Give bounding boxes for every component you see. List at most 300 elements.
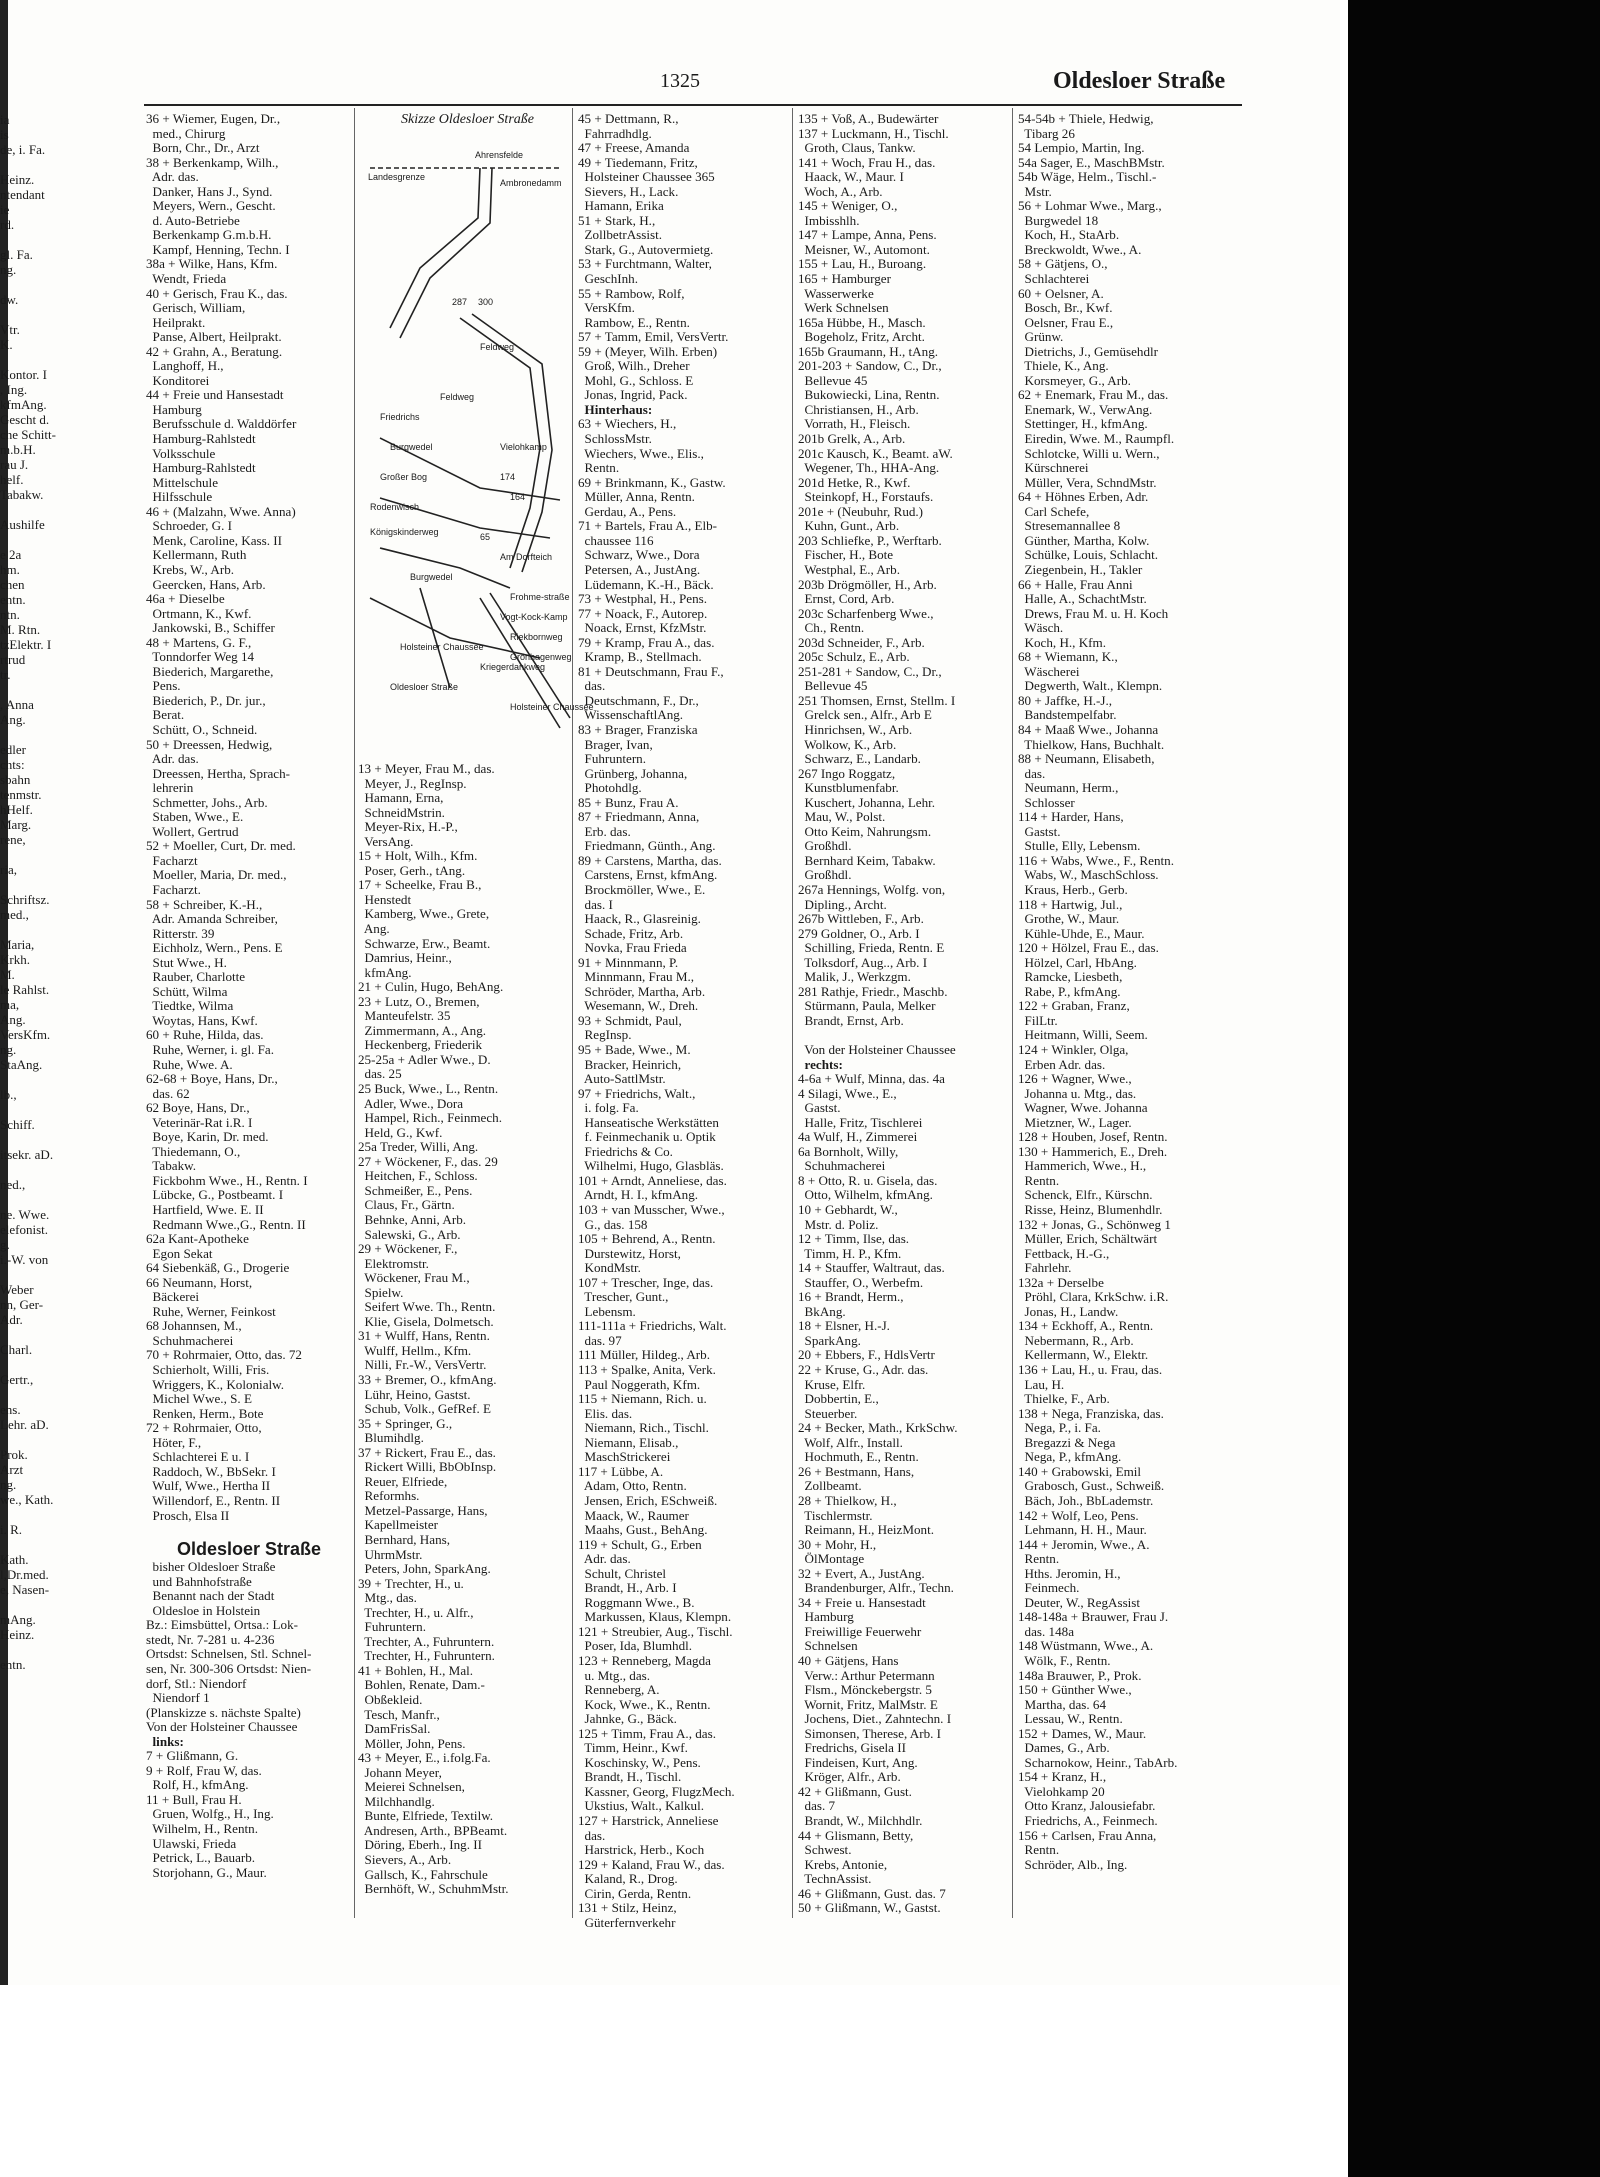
fragment-line: m.b.H. bbox=[0, 442, 36, 457]
directory-entry: RegInsp. bbox=[578, 1027, 632, 1043]
directory-entry: Meierei Schnelsen, bbox=[358, 1779, 465, 1795]
directory-entry: Lau, H. bbox=[1018, 1376, 1065, 1392]
fragment-line: K. bbox=[0, 337, 13, 352]
directory-entry: Wagner, Wwe. Johanna bbox=[1018, 1100, 1148, 1116]
sketch-title: Skizze Oldesloer Straße bbox=[401, 112, 534, 127]
directory-entry: 60 + Ruhe, Hilda, das. bbox=[146, 1027, 264, 1043]
directory-entry: Werk Schnelsen bbox=[798, 300, 889, 316]
directory-entry: lehrerin bbox=[146, 780, 194, 796]
fragment-line: ens. bbox=[0, 1402, 21, 1417]
sketch-street-label: Rodenwisch bbox=[370, 502, 420, 512]
directory-entry: Kuschert, Johanna, Lehr. bbox=[798, 794, 936, 810]
directory-entry: Halle, A., SchachtMstr. bbox=[1018, 591, 1147, 607]
directory-entry: 52 + Moeller, Curt, Dr. med. bbox=[146, 838, 296, 854]
directory-entry: Drews, Frau M. u. H. Koch bbox=[1018, 605, 1169, 621]
column-3 bbox=[578, 111, 790, 1930]
directory-entry: Adler, Wwe., Dora bbox=[358, 1095, 464, 1111]
directory-entry: Johann Meyer, bbox=[358, 1764, 442, 1780]
directory-entry: UhrmMstr. bbox=[358, 1546, 423, 1562]
directory-entry: Kröger, Alfr., Arb. bbox=[798, 1769, 901, 1785]
directory-entry: 25-25a + Adler Wwe., D. bbox=[358, 1051, 491, 1067]
directory-entry: 25a Treder, Willi, Ang. bbox=[358, 1139, 479, 1155]
directory-entry: 50 + Glißmann, W., Gastst. bbox=[798, 1900, 941, 1916]
directory-entry: Menk, Caroline, Kass. II bbox=[146, 532, 283, 548]
directory-entry: Mittelschule bbox=[146, 474, 219, 490]
directory-entry: Friedrichs, A., Feinmech. bbox=[1018, 1812, 1158, 1828]
directory-entry: 29 + Wöckener, F., bbox=[358, 1241, 458, 1257]
directory-entry: 130 + Hammerich, E., Dreh. bbox=[1018, 1143, 1168, 1159]
directory-entry: Trescher, Gunt., bbox=[578, 1289, 669, 1305]
directory-entry: Hampel, Rich., Feinmech. bbox=[358, 1110, 502, 1126]
directory-entry: 154 + Kranz, H., bbox=[1018, 1769, 1107, 1785]
directory-entry: Raddoch, W., BbSekr. I bbox=[146, 1463, 276, 1479]
directory-entry: 44 + Glismann, Betty, bbox=[798, 1827, 914, 1843]
directory-entry: 134 + Eckhoff, A., Rentn. bbox=[1018, 1318, 1154, 1334]
directory-entry: Harstrick, Herb., Koch bbox=[578, 1842, 705, 1858]
directory-entry: Koschinsky, W., Pens. bbox=[578, 1754, 701, 1770]
directory-entry: MaschStrickerei bbox=[578, 1449, 671, 1465]
directory-entry: Thielke, F., Arb. bbox=[1018, 1391, 1110, 1407]
fragment-line bbox=[0, 1537, 92, 1552]
directory-entry: 54b Wäge, Helm., Tischl.- bbox=[1018, 169, 1157, 185]
directory-entry: Gerdau, A., Pens. bbox=[578, 503, 677, 519]
directory-entry: Fettback, H.-G., bbox=[1018, 1245, 1110, 1261]
directory-entry: ZollbetrAssist. bbox=[578, 227, 663, 243]
fragment-line bbox=[0, 922, 92, 937]
directory-entry: Wendt, Frieda bbox=[146, 271, 227, 287]
directory-entry: Steuerber. bbox=[798, 1405, 858, 1421]
directory-entry: Kraus, Herb., Gerb. bbox=[1018, 881, 1128, 897]
directory-entry: Thiedemann, O., bbox=[146, 1143, 241, 1159]
directory-entry: Elektromstr. bbox=[358, 1255, 429, 1271]
directory-entry: Arndt, H. I., kfmAng. bbox=[578, 1187, 699, 1203]
directory-entry: Geercken, Hans, Arb. bbox=[146, 576, 266, 592]
sketch-street-label: Ahrensfelde bbox=[475, 150, 524, 160]
directory-entry: Feinmech. bbox=[1018, 1580, 1080, 1596]
directory-entry: Metzel-Passarge, Hans, bbox=[358, 1502, 488, 1518]
directory-entry: Brager, Ivan, bbox=[578, 736, 653, 752]
directory-entry: Schade, Fritz, Arb. bbox=[578, 925, 684, 941]
directory-entry: Hamburg bbox=[146, 401, 202, 417]
directory-entry: Lüdemann, K.-H., Bäck. bbox=[578, 576, 714, 592]
directory-entry: 120 + Hölzel, Frau E., das. bbox=[1018, 940, 1159, 956]
directory-entry: Bz.: Eimsbüttel, Ortsa.: Lok- bbox=[146, 1617, 299, 1633]
directory-entry: Jahnke, G., Bäck. bbox=[578, 1711, 677, 1727]
directory-entry: 25 Buck, Wwe., L., Rentn. bbox=[358, 1081, 499, 1097]
directory-entry: 71 + Bartels, Frau A., Elb- bbox=[578, 518, 718, 534]
directory-entry: Nega, P., i. Fa. bbox=[1018, 1420, 1101, 1436]
directory-entry: Schult, Christel bbox=[578, 1565, 667, 1581]
directory-entry: Ch., Rentn. bbox=[798, 620, 865, 636]
scanner-background bbox=[1348, 0, 1600, 2177]
fragment-line: tenmstr. bbox=[0, 787, 42, 802]
fragment-line bbox=[0, 1507, 92, 1522]
directory-entry: 129 + Kaland, Frau W., das. bbox=[578, 1856, 725, 1872]
directory-entry: 137 + Luckmann, H., Tischl. bbox=[798, 125, 949, 141]
directory-entry: 150 + Günther Wwe., bbox=[1018, 1682, 1132, 1698]
directory-entry: Stulle, Elly, Lebensm. bbox=[1018, 838, 1141, 854]
directory-entry: dorf, Stl.: Niendorf bbox=[146, 1675, 247, 1691]
directory-entry: Gruen, Wolfg., H., Ing. bbox=[146, 1806, 274, 1822]
directory-entry: Kuhn, Gunt., Arb. bbox=[798, 518, 900, 534]
directory-entry: Dietrichs, J., Gemüsehdlr bbox=[1018, 343, 1159, 359]
directory-entry: Reimann, H., HeizMont. bbox=[798, 1522, 935, 1538]
directory-entry: Jankowski, B., Schiffer bbox=[146, 620, 275, 636]
directory-entry: SchlossMstr. bbox=[578, 431, 652, 447]
directory-entry: Schwarz, Wwe., Dora bbox=[578, 547, 700, 563]
header-rule bbox=[144, 104, 1242, 106]
directory-entry: Erben Adr. das. bbox=[1018, 1056, 1106, 1072]
fragment-line: hm. bbox=[0, 562, 20, 577]
directory-entry: Klie, Gisela, Dolmetsch. bbox=[358, 1313, 494, 1329]
directory-entry: Bellevue 45 bbox=[798, 678, 868, 694]
fragment-line bbox=[0, 727, 92, 742]
directory-entry: Zimmermann, A., Ang. bbox=[358, 1022, 487, 1038]
fragment-line: elefonist. bbox=[0, 1222, 49, 1237]
sketch-street-label: Am Dorfteich bbox=[500, 552, 553, 562]
directory-entry: Lebensm. bbox=[578, 1303, 636, 1319]
fragment-line: ria, bbox=[0, 862, 17, 877]
directory-entry: 15 + Holt, Wilh., Kfm. bbox=[358, 848, 478, 864]
directory-entry: Bosch, Br., Kwf. bbox=[1018, 300, 1113, 316]
directory-entry: Lübcke, G., Postbeamt. I bbox=[146, 1187, 284, 1203]
directory-entry: Kock, Wwe., K., Rentn. bbox=[578, 1696, 711, 1712]
directory-entry: Hölzel, Carl, HbAng. bbox=[1018, 954, 1137, 970]
directory-entry: Grabosch, Gust., Schweiß. bbox=[1018, 1478, 1165, 1494]
directory-entry: Mohl, G., Schloss. E bbox=[578, 372, 694, 388]
directory-entry: 4-6a + Wulf, Minna, das. 4a bbox=[798, 1071, 945, 1087]
directory-entry: Ziegenbein, H., Takler bbox=[1018, 561, 1143, 577]
directory-entry: Photohdlg. bbox=[578, 780, 642, 796]
sketch-street-label: Königskinderweg bbox=[370, 527, 439, 537]
directory-entry: Manteufelstr. 35 bbox=[358, 1008, 451, 1024]
directory-entry: Hamburg-Rahlstedt bbox=[146, 431, 256, 447]
directory-entry: Risse, Heinz, Blumenhdlr. bbox=[1018, 1202, 1163, 1218]
directory-entry: Biederich, Margarethe, bbox=[146, 663, 274, 679]
directory-entry: 165 + Hamburger bbox=[798, 271, 891, 287]
directory-entry: Redmann Wwe.,G., Rentn. II bbox=[146, 1216, 306, 1232]
directory-entry: 24 + Becker, Math., KrkSchw. bbox=[798, 1420, 958, 1436]
column-1 bbox=[146, 112, 352, 1912]
directory-entry: Hinterhaus: bbox=[578, 401, 653, 417]
fragment-line bbox=[0, 1597, 92, 1612]
directory-entry: Meyer, J., RegInsp. bbox=[358, 775, 467, 791]
directory-entry: Berkenkamp G.m.b.H. bbox=[146, 227, 272, 243]
directory-entry: Rambow, E., Rentn. bbox=[578, 314, 690, 330]
directory-entry: Breckwoldt, Wwe., A. bbox=[1018, 241, 1142, 257]
directory-entry: Gastst. bbox=[798, 1100, 841, 1116]
directory-entry: das. 97 bbox=[578, 1332, 622, 1348]
directory-entry: VersAng. bbox=[358, 833, 414, 849]
directory-entry: Burgwedel 18 bbox=[1018, 212, 1099, 228]
directory-entry: ÖlMontage bbox=[798, 1551, 865, 1567]
fragment-line: edler bbox=[0, 742, 26, 757]
directory-entry: Mtg., das. bbox=[358, 1590, 417, 1606]
fragment-line bbox=[0, 1327, 92, 1342]
directory-entry: Stürmann, Paula, Melker bbox=[798, 998, 936, 1014]
directory-entry: Schütt, O., Schneid. bbox=[146, 721, 258, 737]
fragment-line: Gertr., bbox=[0, 1372, 34, 1387]
directory-entry: Timm, H. P., Kfm. bbox=[798, 1245, 902, 1261]
directory-entry: 124 + Winkler, Olga, bbox=[1018, 1042, 1129, 1057]
fragment-line: che Schitt- bbox=[0, 427, 56, 442]
directory-entry: Adr. das. bbox=[146, 169, 199, 185]
fragment-line: StaAng. bbox=[0, 1057, 43, 1072]
directory-entry: Kellermann, W., Elektr. bbox=[1018, 1347, 1149, 1363]
directory-entry: Bernhard Keim, Tabakw. bbox=[798, 852, 936, 868]
fragment-line: ntn. bbox=[0, 607, 20, 622]
directory-entry: Mstr. bbox=[1018, 183, 1052, 199]
sketch-street-label: Feldweg bbox=[480, 342, 515, 352]
directory-entry: Adam, Otto, Rentn. bbox=[578, 1478, 687, 1494]
directory-entry: Dipling., Archt. bbox=[798, 896, 887, 912]
fragment-line bbox=[0, 1072, 92, 1087]
directory-entry: Storjohann, G., Maur. bbox=[146, 1864, 267, 1880]
directory-entry: Wäsch. bbox=[1018, 620, 1064, 636]
directory-entry: Stut Wwe., H. bbox=[146, 954, 227, 970]
directory-entry: Neumann, Herm., bbox=[1018, 780, 1119, 796]
directory-entry: 54 Lempio, Martin, Ing. bbox=[1018, 140, 1145, 156]
directory-entry: 56 + Lohmar Wwe., Marg., bbox=[1018, 198, 1162, 214]
fragment-line bbox=[0, 877, 92, 892]
directory-entry: Woytas, Hans, Kwf. bbox=[146, 1012, 258, 1028]
directory-entry: 50 + Dreessen, Hedwig, bbox=[146, 736, 273, 752]
fragment-line: e 2a bbox=[0, 547, 22, 562]
directory-entry: 46 + Glißmann, Gust. das. 7 bbox=[798, 1885, 946, 1901]
directory-entry: Meisner, W., Automont. bbox=[798, 241, 930, 257]
directory-entry: Konditorei bbox=[146, 372, 210, 388]
fragment-line bbox=[0, 502, 92, 517]
directory-entry: Wesemann, W., Dreh. bbox=[578, 998, 699, 1014]
directory-entry: med., Chirurg bbox=[146, 125, 226, 141]
directory-entry: Renneberg, A. bbox=[578, 1682, 660, 1698]
directory-entry: Cirin, Gerda, Rentn. bbox=[578, 1885, 692, 1901]
directory-entry: Trechter, H., u. Alfr., bbox=[358, 1604, 474, 1620]
fragment-line: rene, bbox=[0, 832, 26, 847]
directory-entry: Wulf, Wwe., Hertha II bbox=[146, 1478, 271, 1494]
directory-entry: Wegener, Th., HHA-Ang. bbox=[798, 460, 940, 476]
directory-entry: 59 + (Meyer, Wilh. Erben) bbox=[578, 343, 718, 359]
directory-entry: Groß, Wilh., Dreher bbox=[578, 358, 690, 374]
directory-entry: 8 + Otto, R. u. Gisela, das. bbox=[798, 1172, 938, 1188]
directory-entry: Hartfield, Wwe. E. II bbox=[146, 1202, 264, 1218]
column-rule bbox=[1012, 108, 1013, 1918]
directory-entry: 38 + Berkenkamp, Wilh., bbox=[146, 154, 279, 170]
directory-entry: 119 + Schult, G., Erben bbox=[578, 1536, 702, 1552]
column-2 bbox=[358, 762, 570, 1912]
directory-entry: Peters, John, SparkAng. bbox=[358, 1561, 491, 1577]
directory-entry: Volksschule bbox=[146, 445, 216, 461]
directory-entry: Müller, Vera, SchndMstr. bbox=[1018, 474, 1157, 490]
directory-entry: 23 + Lutz, O., Bremen, bbox=[358, 993, 480, 1009]
directory-entry: Enemark, W., VerwAng. bbox=[1018, 401, 1153, 417]
directory-entry: Wöckener, Frau M., bbox=[358, 1270, 470, 1286]
directory-entry: 79 + Kramp, Frau A., das. bbox=[578, 634, 715, 650]
directory-entry: Schroeder, G. I bbox=[146, 518, 233, 534]
directory-entry: 114 + Harder, Hans, bbox=[1018, 809, 1124, 825]
fragment-line: Marg. bbox=[0, 817, 32, 832]
directory-entry: stedt, Nr. 7-281 u. 4-236 bbox=[146, 1631, 275, 1647]
directory-entry: 70 + Rohrmaier, Otto, das. 72 bbox=[146, 1347, 302, 1363]
directory-entry: 16 + Brandt, Herm., bbox=[798, 1289, 904, 1305]
directory-entry: Möller, John, Pens. bbox=[358, 1735, 466, 1751]
directory-entry: Adr. das. bbox=[146, 751, 199, 767]
directory-entry: 156 + Carlsen, Frau Anna, bbox=[1018, 1827, 1157, 1843]
directory-entry: 37 + Rickert, Frau E., das. bbox=[358, 1444, 496, 1460]
directory-entry: 125 + Timm, Frau A., das. bbox=[578, 1725, 716, 1741]
directory-entry bbox=[798, 1028, 1010, 1043]
directory-entry: Oelsner, Frau E., bbox=[1018, 314, 1114, 330]
directory-entry: 95 + Bade, Wwe., M. bbox=[578, 1042, 691, 1057]
directory-entry: 201c Kausch, K., Beamt. aW. bbox=[798, 445, 953, 461]
column-5 bbox=[1018, 112, 1238, 1912]
directory-entry: Hammerich, Wwe., H., bbox=[1018, 1158, 1147, 1174]
directory-entry: 131 + Stilz, Heinz, bbox=[578, 1900, 677, 1916]
directory-entry: Schlosser bbox=[1018, 794, 1075, 810]
fragment-line: g. bbox=[0, 1237, 10, 1252]
fragment-line: tr. bbox=[0, 667, 11, 682]
directory-entry: SchneidMstrin. bbox=[358, 804, 445, 820]
directory-entry: Stauffer, O., Werbefm. bbox=[798, 1274, 924, 1290]
directory-entry: 30 + Mohr, H., bbox=[798, 1536, 877, 1552]
directory-entry: Niemann, Rich., Tischl. bbox=[578, 1420, 709, 1436]
directory-entry: 205c Schulz, E., Arb. bbox=[798, 649, 910, 665]
directory-entry: Hinrichsen, W., Arb. bbox=[798, 721, 913, 737]
directory-entry: Schierholt, Willi, Fris. bbox=[146, 1362, 270, 1378]
directory-entry: WissenschaftlAng. bbox=[578, 707, 684, 723]
directory-entry: Elis. das. bbox=[578, 1405, 633, 1421]
directory-entry: 40 + Gerisch, Frau K., das. bbox=[146, 285, 288, 301]
directory-entry: bisher Oldesloer Straße bbox=[146, 1559, 276, 1575]
directory-entry: Markussen, Klaus, Klempn. bbox=[578, 1609, 732, 1625]
fragment-line bbox=[0, 232, 92, 247]
directory-entry: 66 Neumann, Horst, bbox=[146, 1274, 253, 1290]
directory-entry: 47 + Freese, Amanda bbox=[578, 140, 690, 156]
fragment-line: Weber bbox=[0, 1282, 34, 1297]
sketch-street-label: Oldesloer Straße bbox=[390, 682, 459, 692]
directory-entry: Kamberg, Wwe., Grete, bbox=[358, 906, 490, 922]
directory-entry: Ortmann, K., Kwf. bbox=[146, 605, 252, 621]
directory-entry: 281 Rathje, Friedr., Maschb. bbox=[798, 983, 948, 999]
directory-entry: 60 + Oelsner, A. bbox=[1018, 285, 1104, 301]
directory-entry: Danker, Hans J., Synd. bbox=[146, 183, 273, 199]
directory-entry: 63 + Wiechers, H., bbox=[578, 416, 677, 432]
fragment-line: rau J. bbox=[0, 457, 29, 472]
fragment-line: helf. bbox=[0, 472, 24, 487]
directory-entry: 72 + Rohrmaier, Otto, bbox=[146, 1420, 262, 1436]
directory-entry: das. I bbox=[578, 896, 613, 912]
directory-entry: Schnelsen bbox=[798, 1638, 858, 1654]
directory-entry: Oldesloe in Holstein bbox=[146, 1602, 261, 1618]
sketch-street-label: 65 bbox=[480, 532, 491, 542]
directory-entry: Schub, Volk., GefRef. E bbox=[358, 1401, 491, 1417]
directory-entry: Simonsen, Therese, Arb. I bbox=[798, 1725, 942, 1741]
directory-entry: Wilhelm, H., Rentn. bbox=[146, 1820, 258, 1836]
directory-entry: 12 + Timm, Ilse, das. bbox=[798, 1231, 910, 1247]
directory-entry: GeschInh. bbox=[578, 271, 638, 287]
directory-entry: 14 + Stauffer, Waltraut, das. bbox=[798, 1260, 945, 1276]
directory-entry: 66 + Halle, Frau Anni bbox=[1018, 576, 1133, 592]
directory-entry: Heitchen, F., Schloss. bbox=[358, 1168, 478, 1184]
directory-entry: Scharnokow, Heinr., TabArb. bbox=[1018, 1754, 1178, 1770]
directory-entry: Spielw. bbox=[358, 1284, 404, 1300]
directory-entry: 54-54b + Thiele, Hedwig, bbox=[1018, 111, 1154, 126]
directory-entry: Grünw. bbox=[1018, 329, 1064, 345]
directory-entry: Jochens, Diet., Zahntechn. I bbox=[798, 1711, 952, 1727]
directory-entry: Martha, das. 64 bbox=[1018, 1696, 1106, 1712]
directory-entry: Bohlen, Renate, Dam.- bbox=[358, 1677, 485, 1693]
directory-entry: Willendorf, E., Rentn. II bbox=[146, 1492, 281, 1508]
directory-entry: 84 + Maaß Wwe., Johanna bbox=[1018, 721, 1159, 737]
directory-entry: Bracker, Heinrich, bbox=[578, 1056, 682, 1072]
directory-entry: 62-68 + Boye, Hans, Dr., bbox=[146, 1071, 278, 1087]
fragment-line: M. Rtn. bbox=[0, 622, 41, 637]
directory-entry: Heitmann, Willi, Seem. bbox=[1018, 1027, 1148, 1043]
directory-entry: Maahs, Gust., BehAng. bbox=[578, 1522, 708, 1538]
directory-entry: Paul Noggerath, Kfm. bbox=[578, 1376, 701, 1392]
directory-entry: Otto Kranz, Jalousiefabr. bbox=[1018, 1798, 1156, 1814]
directory-entry: Damrius, Heinr., bbox=[358, 950, 452, 966]
directory-entry: Rentn. bbox=[578, 460, 620, 476]
directory-entry: 42 + Glißmann, Gust. bbox=[798, 1783, 912, 1799]
directory-entry: Trechter, A., Fuhruntern. bbox=[358, 1633, 495, 1649]
directory-entry: Claus, Fr., Gärtn. bbox=[358, 1197, 455, 1213]
fragment-line bbox=[0, 1432, 92, 1447]
directory-entry: Reuer, Elfriede, bbox=[358, 1473, 448, 1489]
fragment-line: , Ing. bbox=[0, 382, 28, 397]
fragment-line: Krkh. bbox=[0, 952, 30, 967]
directory-entry: Boye, Karin, Dr. med. bbox=[146, 1129, 269, 1145]
fragment-line: rtrud bbox=[0, 652, 26, 667]
fragment-line: entn. bbox=[0, 1657, 26, 1672]
directory-entry: Schlotcke, Willi u. Wern., bbox=[1018, 445, 1160, 461]
directory-entry: Trechter, H., Fuhruntern. bbox=[358, 1648, 495, 1664]
directory-entry: Findeisen, Kurt, Ang. bbox=[798, 1754, 918, 1770]
directory-entry: 140 + Grabowski, Emil bbox=[1018, 1463, 1142, 1479]
directory-entry: Pens. bbox=[146, 678, 181, 694]
directory-entry: 27 + Wöckener, F., das. 29 bbox=[358, 1153, 498, 1169]
directory-entry: Mstr. d. Poliz. bbox=[798, 1216, 879, 1232]
sketch-street-label: 300 bbox=[478, 297, 494, 307]
directory-entry: 48 + Martens, G. F., bbox=[146, 634, 252, 650]
fragment-line: de, i. Fa. bbox=[0, 142, 46, 157]
directory-entry: Brandt, Ernst, Arb. bbox=[798, 1012, 904, 1028]
directory-entry: 121 + Streubier, Aug., Tischl. bbox=[578, 1623, 733, 1639]
directory-entry: u. Mtg., das. bbox=[578, 1667, 651, 1683]
directory-entry: 39 + Trechter, H., u. bbox=[358, 1575, 464, 1591]
directory-entry: Kramp, B., Stellmach. bbox=[578, 649, 702, 665]
directory-entry: 68 Johannsen, M., bbox=[146, 1318, 242, 1334]
directory-entry: Verw.: Arthur Petermann bbox=[798, 1667, 935, 1683]
directory-entry: BkAng. bbox=[798, 1303, 846, 1319]
directory-entry: 53 + Furchtmann, Walter, bbox=[578, 256, 712, 272]
directory-entry: Schuhmacherei bbox=[146, 1332, 234, 1348]
directory-entry: Roggmann Wwe., B. bbox=[578, 1594, 695, 1610]
directory-entry: Stark, G., Autovermietg. bbox=[578, 241, 714, 257]
fragment-line bbox=[0, 1357, 92, 1372]
directory-entry: Hths. Jeromin, H., bbox=[1018, 1565, 1121, 1581]
fragment-line: VersKfm. bbox=[0, 1027, 51, 1042]
directory-entry: Carstens, Ernst, kfmAng. bbox=[578, 867, 718, 883]
fragment-line: Schiff. bbox=[0, 1117, 35, 1132]
directory-entry: Hamann, Erika bbox=[578, 198, 664, 214]
directory-entry: Grünberg, Johanna, bbox=[578, 765, 688, 781]
directory-entry: Wäscherei bbox=[1018, 663, 1080, 679]
directory-entry: das. bbox=[578, 678, 606, 694]
directory-entry: 36 + Wiemer, Eugen, Dr., bbox=[146, 111, 281, 126]
directory-entry: 144 + Jeromin, Wwe., A. bbox=[1018, 1536, 1150, 1552]
directory-entry: 165a Hübbe, H., Masch. bbox=[798, 314, 926, 330]
